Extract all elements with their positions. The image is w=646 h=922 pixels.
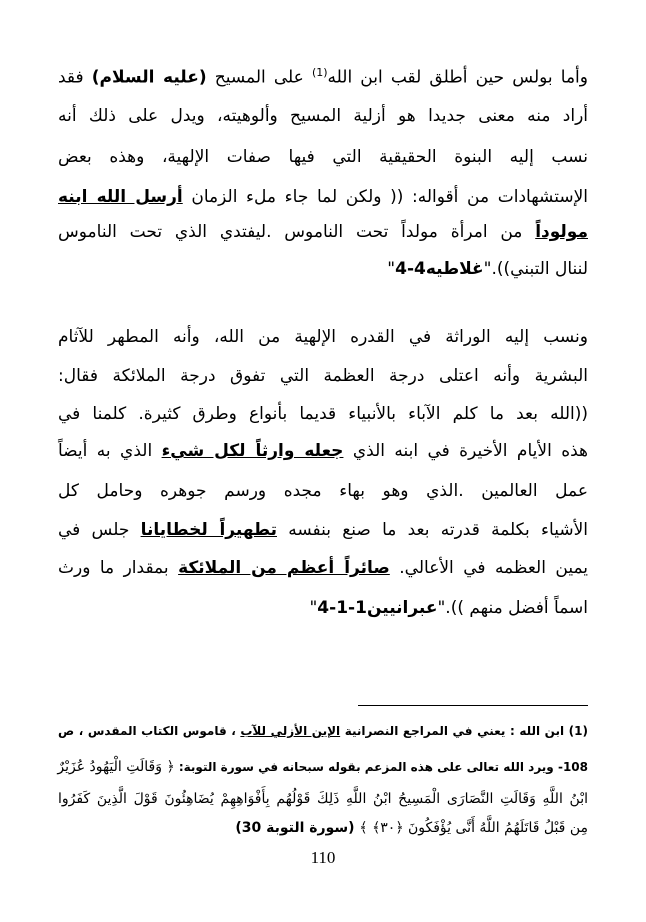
emphasized-phrase: أرسل الله ابنه <box>58 187 183 207</box>
text: " <box>309 598 318 618</box>
footnote-line-3 <box>58 790 588 808</box>
quran-verse: ﴿ وَقَالَتِ الْيَهُودُ عُزَيْرٌ <box>57 759 175 775</box>
text: وأما بولس حين أطلق لقب ابن الله <box>327 67 588 88</box>
text: (1) ابن الله : يعني في المراجع النصرانية <box>344 724 588 738</box>
page-number: 110 <box>310 848 336 867</box>
para1-line-1 <box>58 62 588 89</box>
text: الأشياء بكلمة قدرته بعد ما صنع بنفسه <box>288 520 588 540</box>
text: ، قاموس الكتاب المقدس ، ص <box>58 724 236 738</box>
text: بمقدار ما ورث <box>58 558 169 578</box>
para2-line-5: عمل العالمين .الذي وهو بهاء مجده ورسم جوهره وحامل كل <box>58 481 588 501</box>
footnote-ref: (1) <box>311 66 328 79</box>
para2-line-6 <box>58 519 588 541</box>
para2-line-4 <box>58 440 588 462</box>
quran-verse: ابْنُ اللَّهِ وَقَالَتِ النَّصَارَى الْمَسِيحُ ابْنُ اللَّهِ ذَلِكَ قَوْلُهُم بِأَفْوَاهِهِمْ يُضَاهِئُونَ قَوْلَ الَّذِينَ كَفَرُوا <box>58 791 588 807</box>
para2-line-7 <box>58 557 588 579</box>
bold-phrase: (عليه السلام) <box>91 67 207 88</box>
footnote-line-4 <box>58 819 588 837</box>
text: على المسيح <box>214 67 304 88</box>
para2-line-1: ونسب إليه الوراثة في القدره الإلهية من الله، وأنه المطهر للآثام <box>58 327 588 347</box>
citation: عبرانيين1-1-4 <box>317 598 438 618</box>
citation: غلاطيه4-4 <box>395 259 484 279</box>
surah-reference: (سورة التوبة 30) <box>235 820 355 836</box>
text: من امرأة مولداً تحت الناموس .ليفتدي الذي تحت الناموس <box>58 222 523 242</box>
emphasized-phrase: مولوداً <box>535 222 588 242</box>
para1-line-4 <box>58 186 588 208</box>
para1-line-5 <box>58 221 588 243</box>
text: " <box>387 259 396 279</box>
para1-line-3: نسب إليه البنوة الحقيقية التي فيها صفات الإلهية، وهذه بعض <box>58 147 588 167</box>
footnote-line-1 <box>58 722 588 740</box>
para2-line-3: ((الله بعد ما كلم الآباء بالأنبياء قديما بأنواع وطرق كثيرة. كلمنا في <box>58 404 588 424</box>
quran-verse: مِن قَبْلُ قَاتَلَهُمُ اللَّهُ أَنَّى يُؤْفَكُونَ ﴿٣٠﴾ ﴾ <box>359 820 588 836</box>
emphasized-phrase: تطهيراً لخطايانا <box>140 520 277 540</box>
text: الإستشهادات من أقواله: (( ولكن لما جاء ملء الزمان <box>191 187 588 207</box>
text: هذه الأيام الأخيرة في ابنه الذي <box>352 441 588 461</box>
text: الذي به أيضاً <box>58 441 153 461</box>
footnote-line-2 <box>58 758 588 776</box>
footnote-separator <box>358 705 588 706</box>
text: جلس في <box>58 520 130 540</box>
para1-line-2: أراد منه معنى جديدا هو أزلية المسيح وألوهيته، ويدل على ذلك أنه <box>58 106 588 126</box>
para2-line-8 <box>58 597 588 619</box>
emphasized-phrase: جعله وارثاً لكل شيء <box>161 441 344 461</box>
para1-line-6 <box>58 258 588 280</box>
emphasized-phrase: صائراً أعظم من الملائكة <box>178 558 390 578</box>
text: فقد <box>58 67 84 88</box>
text: لننال التبني))." <box>483 259 588 279</box>
text: اسماً أفضل منهم ))." <box>437 598 588 618</box>
text: يمين العظمه في الأعالي. <box>399 558 589 578</box>
para2-line-2: البشرية وأنه اعتلى درجة العظمة التي تفوق درجة الملائكة فقال: <box>58 366 588 386</box>
underlined-term: الإبن الأزلي للآب <box>240 724 341 738</box>
text: 108- ويرد الله تعالى على هذه المزعم بقوله سبحانه في سورة التوبة: <box>178 760 588 774</box>
